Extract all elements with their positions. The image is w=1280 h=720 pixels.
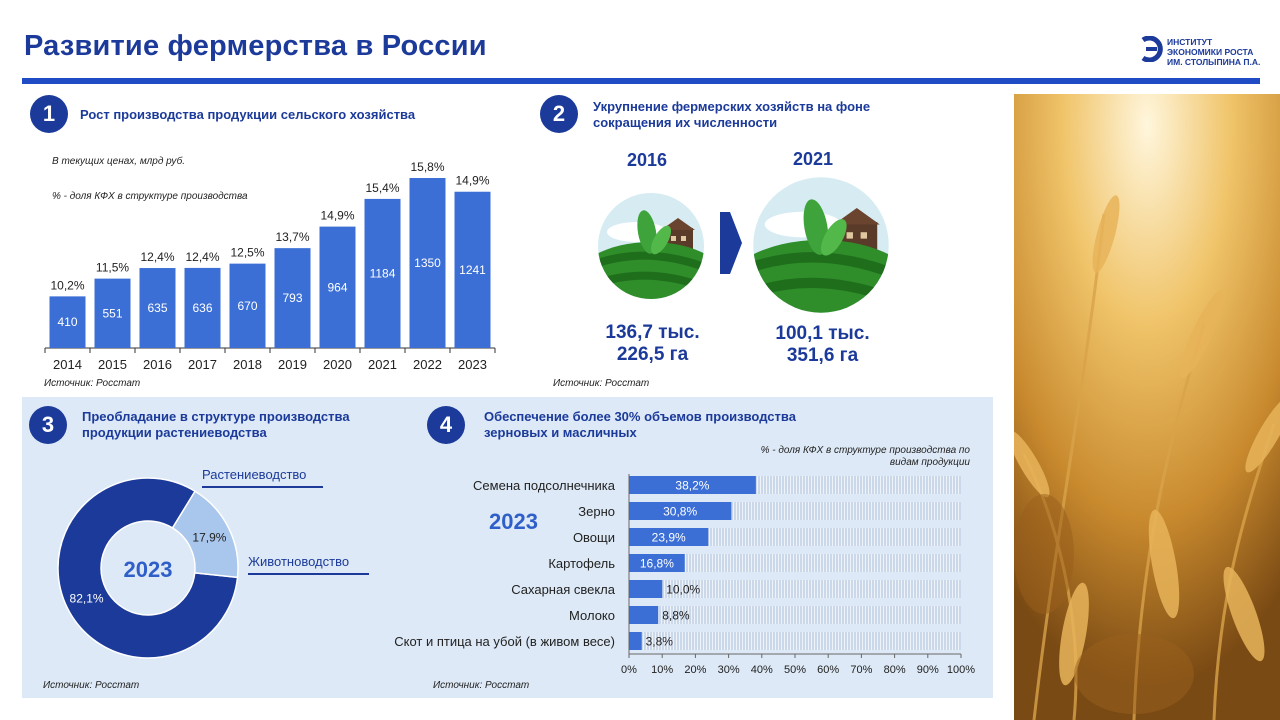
bar-share-label: 13,7% — [275, 230, 310, 245]
bar-share-label: 15,8% — [410, 160, 445, 174]
arrow-right-icon — [720, 212, 742, 274]
bar-share-label: 10,2% — [50, 278, 85, 293]
x-tick-label: 80% — [883, 664, 906, 676]
hbar-category-label: Скот и птица на убой (в живом весе) — [394, 634, 615, 649]
legend-label-animal: Животноводство — [248, 554, 350, 569]
farm-2021-area: 351,6 га — [786, 345, 859, 366]
bar-value-label: 1241 — [459, 262, 486, 277]
hbar-category-label: Сахарная свекла — [511, 582, 615, 597]
hbar-5 — [629, 606, 658, 624]
section-3-title-line: продукции растениеводства — [82, 425, 267, 440]
farm-year-2016: 2016 — [627, 150, 668, 170]
bar-share-label: 14,9% — [455, 173, 490, 188]
farm-year-2021: 2021 — [793, 149, 834, 169]
hbar-value-label: 3,8% — [645, 634, 673, 649]
bar-value-label: 1184 — [369, 266, 396, 281]
bar-value-label: 793 — [282, 291, 303, 306]
x-tick-label: 2017 — [188, 357, 217, 372]
section-3-number: 3 — [29, 406, 67, 444]
hbar-4 — [629, 580, 662, 598]
x-tick-label: 2015 — [98, 357, 127, 372]
bar-share-label: 15,4% — [365, 180, 400, 195]
chart3-note-line: % - доля КФХ в структуре производства по — [760, 445, 970, 456]
x-tick-label: 2018 — [233, 357, 262, 372]
chart1-note-units: В текущих ценах, млрд руб. — [52, 156, 186, 167]
bar-value-label: 551 — [102, 306, 123, 321]
section-1-source: Источник: Росстат — [44, 378, 141, 389]
bar-value-label: 964 — [327, 280, 348, 295]
bar-share-label: 12,4% — [140, 250, 175, 265]
legend-label-plant: Растениеводство — [202, 467, 307, 482]
x-tick-label: 2021 — [368, 357, 397, 372]
title-divider — [22, 78, 1260, 84]
section-2-title-line: Укрупнение фермерских хозяйств на фоне — [593, 99, 871, 114]
section-4-title — [484, 409, 796, 441]
logo-line: ЭКОНОМИКИ РОСТА — [1167, 47, 1254, 57]
hbar-6 — [629, 632, 642, 650]
bar-share-label: 12,5% — [230, 245, 265, 260]
section-4-source: Источник: Росстат — [433, 680, 530, 691]
bar-value-label: 635 — [147, 301, 168, 316]
section-2-title — [593, 99, 870, 131]
x-tick-label: 2016 — [143, 357, 172, 372]
section-4-title-line: Обеспечение более 30% объемов производства — [484, 409, 796, 424]
hbar-value-label: 16,8% — [639, 556, 674, 571]
bar-value-label: 636 — [192, 300, 213, 315]
x-tick-label: 50% — [783, 664, 807, 676]
hbar-value-label: 23,9% — [651, 530, 686, 545]
hbar-value-label: 8,8% — [662, 608, 690, 623]
hbar-category-label: Картофель — [548, 556, 615, 571]
farm-2016-count: 136,7 тыс. — [605, 322, 700, 343]
farm-2016-area: 226,5 га — [616, 344, 689, 365]
kfh-share-hbar-chart — [350, 468, 980, 680]
x-tick-label: 2014 — [53, 357, 82, 372]
farm-2016-stats — [590, 322, 715, 366]
section-4-title-line: зерновых и масличных — [484, 425, 637, 440]
chart1-note-share: % - доля КФХ в структуре производства — [52, 191, 248, 202]
x-tick-label: 2022 — [413, 357, 442, 372]
farm-2021-stats — [760, 323, 885, 367]
hbar-value-label: 38,2% — [675, 478, 710, 493]
institute-logo-icon — [1140, 36, 1164, 67]
farm-2021-count: 100,1 тыс. — [775, 323, 870, 344]
x-tick-label: 60% — [817, 664, 840, 676]
chart3-note-line: видам продукции — [889, 457, 970, 468]
x-tick-label: 90% — [916, 664, 939, 676]
x-tick-label: 30% — [717, 664, 740, 676]
bar-share-label: 14,9% — [320, 208, 355, 223]
section-2-source: Источник: Росстат — [553, 378, 650, 389]
section-3-source: Источник: Росстат — [43, 680, 140, 691]
chart3-year: 2023 — [489, 509, 538, 534]
section-1-number: 1 — [30, 95, 68, 133]
logo-line: ИНСТИТУТ — [1167, 37, 1213, 47]
section-3-title — [82, 409, 350, 441]
page-title: Развитие фермерства в России — [24, 30, 487, 62]
hbar-category-label: Овощи — [572, 530, 615, 545]
hbar-category-label: Молоко — [569, 608, 615, 623]
x-tick-label: 2020 — [323, 357, 352, 372]
x-tick-label: 20% — [684, 664, 707, 676]
section-2-number: 2 — [540, 95, 578, 133]
section-3-title-line: Преобладание в структуре производства — [82, 409, 350, 424]
production-bar-chart — [40, 150, 500, 378]
x-tick-label: 2019 — [278, 357, 307, 372]
hbar-value-label: 10,0% — [666, 582, 701, 597]
bar-share-label: 11,5% — [95, 260, 130, 275]
donut-slice-label: 82,1% — [69, 591, 104, 606]
hbar-track — [629, 632, 961, 650]
section-4-number: 4 — [427, 406, 465, 444]
bar-value-label: 670 — [237, 298, 258, 313]
wheat-field-image — [1014, 94, 1280, 720]
section-2-title-line: сокращения их численности — [593, 115, 778, 130]
donut-slice-label: 17,9% — [192, 530, 227, 545]
x-tick-label: 70% — [850, 664, 873, 676]
x-tick-label: 10% — [651, 664, 674, 676]
chart3-note — [700, 445, 970, 469]
donut-center-label: 2023 — [123, 557, 173, 582]
farm-small-icon — [597, 192, 705, 300]
x-tick-label: 0% — [621, 664, 637, 676]
logo-text — [1167, 37, 1260, 67]
section-1-title: Рост производства продукции сельского хозяйства — [80, 107, 416, 122]
bar-value-label: 410 — [57, 315, 78, 330]
production-structure-donut — [40, 460, 370, 670]
logo-line: ИМ. СТОЛЫПИНА П.А. — [1167, 57, 1261, 67]
bar-share-label: 12,4% — [185, 249, 220, 264]
hbar-category-label: Зерно — [578, 504, 615, 519]
bar-value-label: 1350 — [414, 256, 441, 270]
x-tick-label: 2023 — [458, 357, 487, 372]
x-tick-label: 100% — [946, 664, 976, 676]
hbar-category-label: Семена подсолнечника — [473, 478, 615, 493]
x-tick-label: 40% — [750, 664, 773, 676]
farm-large-icon — [752, 176, 890, 314]
hbar-value-label: 30,8% — [663, 504, 698, 519]
